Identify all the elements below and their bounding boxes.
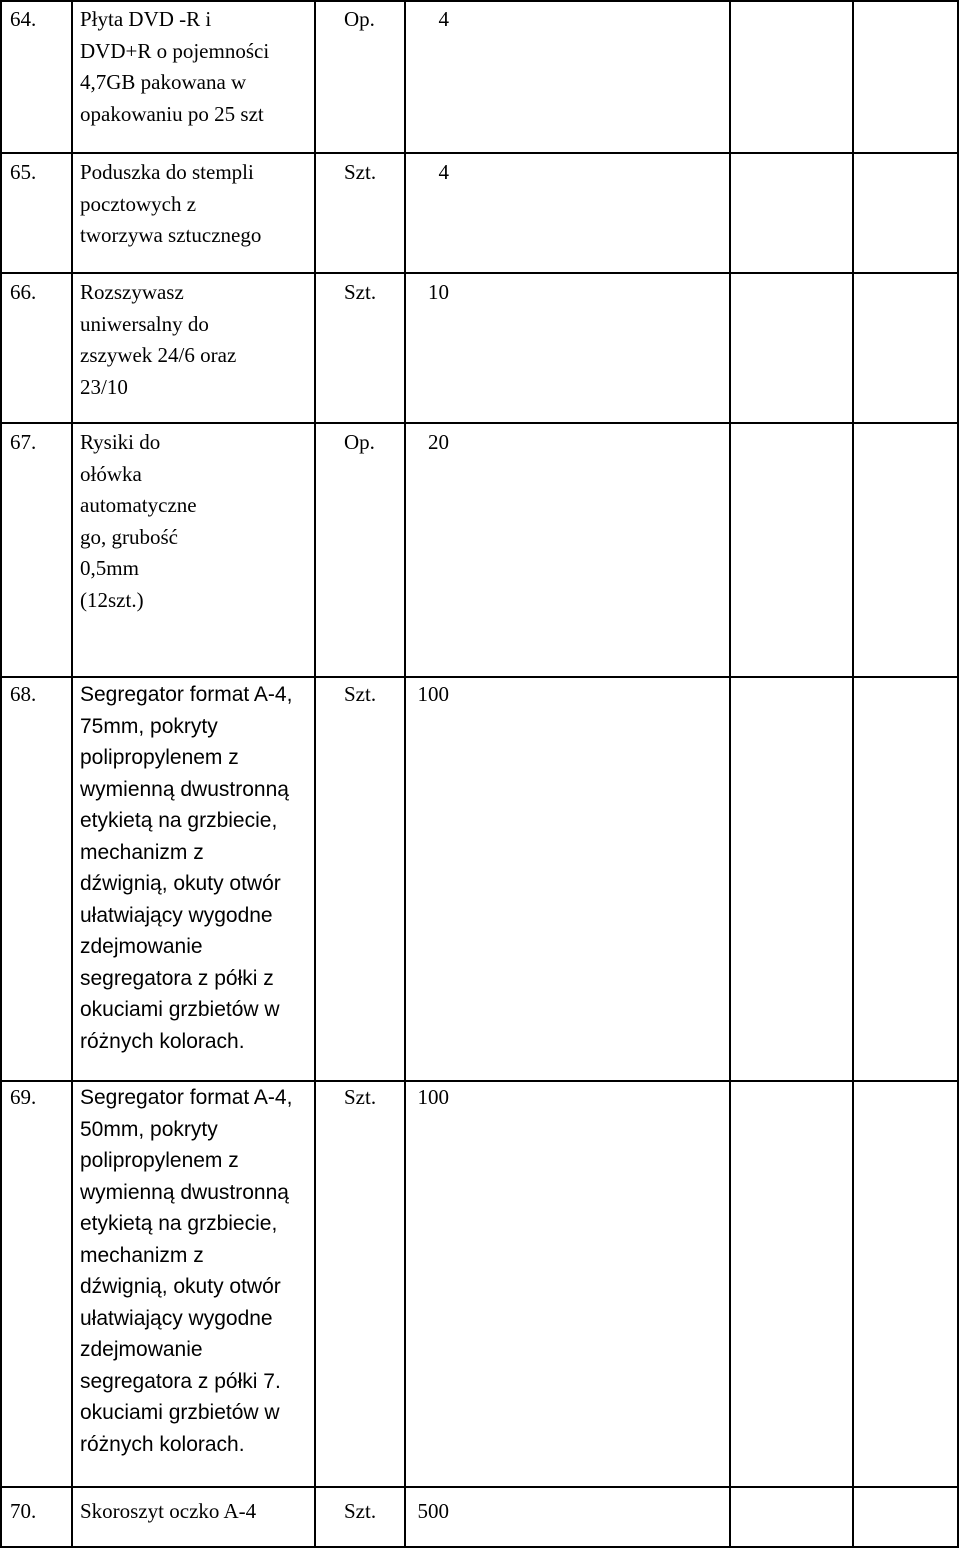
item-name-line: dźwignią, okuty otwór [80,872,281,895]
item-name [72,153,315,273]
item-name [72,423,315,677]
item-empty-cell [730,1081,853,1487]
item-name-line: Segregator format A-4, [80,683,293,706]
item-name-line: pocztowych z [80,191,197,216]
item-number: 68. [1,677,72,1081]
table-row [1,677,958,1081]
item-quantity: 500 [405,1487,730,1547]
item-name-line: ołówka [80,461,142,486]
item-unit: Op. [315,1,405,153]
item-number: 70. [1,1487,72,1547]
item-empty-cell [853,153,958,273]
item-name-line: etykietą na grzbiecie, [80,1212,278,1235]
item-name-line: różnych kolorach. [80,1029,245,1053]
item-empty-cell [853,1081,958,1487]
item-quantity: 10 [405,273,730,423]
item-name-line: okuciami grzbietów w [80,1401,280,1424]
item-name-line: wymienną dwustronną [80,1180,289,1204]
item-name-line: wymienną dwustronną [80,777,289,801]
item-name-line: polipropylenem z [80,1149,239,1172]
item-unit: Szt. [315,273,405,423]
table-row [1,1081,958,1487]
item-name-line: segregatora z półki 7. [80,1369,281,1393]
item-name [72,1081,315,1487]
item-name-line: Skoroszyt oczko A-4 [80,1499,257,1523]
item-empty-cell [730,677,853,1081]
item-name-line: ułatwiający wygodne [80,1306,273,1330]
item-name-line: DVD+R o pojemności [80,38,270,63]
item-unit: Szt. [315,153,405,273]
table-row [1,1,958,153]
item-name-line: 4,7GB pakowana w [80,70,247,94]
item-name-line: opakowaniu po 25 szt [80,101,264,126]
item-name-line: (12szt.) [80,587,144,612]
item-name-line: Rozszywasz [80,280,184,304]
item-quantity: 20 [405,423,730,677]
item-name [72,273,315,423]
item-name-line: Segregator format A-4, [80,1086,293,1109]
item-name-line: segregatora z półki z [80,966,274,990]
item-name-line: uniwersalny do [80,311,209,336]
item-empty-cell [730,423,853,677]
item-name-line: Rysiki do [80,430,161,454]
item-name-line: etykietą na grzbiecie, [80,809,278,832]
item-name-line: mechanizm z [80,840,204,864]
item-name-line: zszywek 24/6 oraz [80,343,237,367]
item-empty-cell [730,1487,853,1547]
item-name-line: automatyczne [80,493,197,517]
item-unit: Szt. [315,677,405,1081]
item-name-line: zdejmowanie [80,1338,203,1361]
item-quantity: 4 [405,1,730,153]
item-name-line: 75mm, pokryty [80,714,218,738]
item-quantity: 100 [405,677,730,1081]
item-name-line: dźwignią, okuty otwór [80,1275,281,1298]
item-empty-cell [853,1487,958,1547]
item-empty-cell [730,1,853,153]
item-name [72,677,315,1081]
item-name-line: różnych kolorach. [80,1432,245,1456]
item-unit: Szt. [315,1081,405,1487]
item-empty-cell [730,273,853,423]
item-unit: Op. [315,423,405,677]
item-name-line: 23/10 [80,374,128,399]
table-row [1,153,958,273]
item-name-line: 50mm, pokryty [80,1117,218,1141]
item-empty-cell [853,423,958,677]
item-quantity: 4 [405,153,730,273]
item-name-line: tworzywa sztucznego [80,223,262,247]
item-number: 64. [1,1,72,153]
item-quantity: 100 [405,1081,730,1487]
item-name-line: polipropylenem z [80,746,239,769]
item-name-line: Płyta DVD -R i [80,7,212,31]
item-name-line: okuciami grzbietów w [80,998,280,1021]
table-row [1,273,958,423]
item-empty-cell [853,273,958,423]
item-name-line: 0,5mm [80,556,139,580]
item-empty-cell [853,1,958,153]
item-empty-cell [730,153,853,273]
item-name-line: mechanizm z [80,1243,204,1267]
item-number: 66. [1,273,72,423]
item-unit: Szt. [315,1487,405,1547]
item-number: 65. [1,153,72,273]
item-number: 69. [1,1081,72,1487]
item-name-line: Poduszka do stempli [80,160,254,184]
item-number: 67. [1,423,72,677]
items-table-body [1,1,958,1547]
item-name-line: zdejmowanie [80,935,203,958]
item-empty-cell [853,677,958,1081]
item-name-line: ułatwiający wygodne [80,903,273,927]
item-name [72,1487,315,1547]
item-name-line: go, grubość [80,524,178,549]
table-row [1,1487,958,1547]
item-name [72,1,315,153]
table-row [1,423,958,677]
